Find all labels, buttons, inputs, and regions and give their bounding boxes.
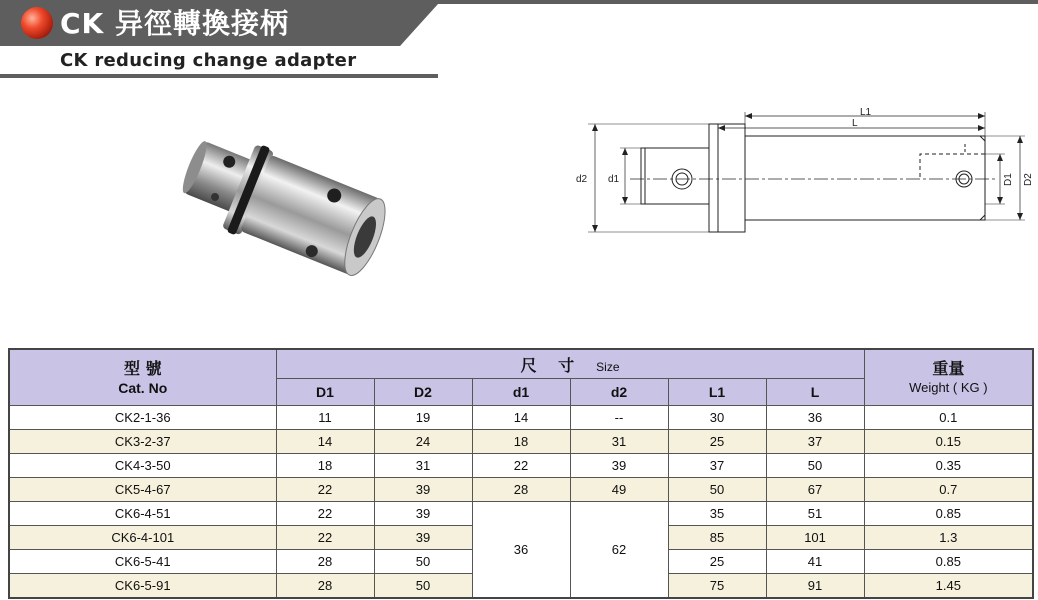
- label-d2-small: d2: [576, 174, 588, 185]
- cell-D2: 31: [374, 454, 472, 478]
- col-header-size: 尺 寸 Size: [276, 349, 864, 379]
- cell-weight: 0.7: [864, 478, 1033, 502]
- cell-d1: 28: [472, 478, 570, 502]
- col-header-L1: L1: [668, 379, 766, 406]
- cell-d2: --: [570, 406, 668, 430]
- cell-d2: 39: [570, 454, 668, 478]
- cell-D1: 14: [276, 430, 374, 454]
- col-header-D1: D1: [276, 379, 374, 406]
- cell-d2-merged: 62: [570, 502, 668, 599]
- cell-L: 51: [766, 502, 864, 526]
- product-photo: [175, 125, 390, 295]
- cell-D1: 22: [276, 502, 374, 526]
- table-row: [9, 430, 1033, 454]
- cell-cat: CK6-5-91: [9, 574, 276, 599]
- cell-cat: CK6-5-41: [9, 550, 276, 574]
- cell-cat: CK3-2-37: [9, 430, 276, 454]
- cell-weight: 0.15: [864, 430, 1033, 454]
- cell-weight: 1.3: [864, 526, 1033, 550]
- cell-L1: 37: [668, 454, 766, 478]
- cell-d1-merged: 36: [472, 502, 570, 599]
- cell-L1: 75: [668, 574, 766, 599]
- cell-L1: 85: [668, 526, 766, 550]
- cell-L: 50: [766, 454, 864, 478]
- cell-cat: CK6-4-51: [9, 502, 276, 526]
- cell-cat: CK5-4-67: [9, 478, 276, 502]
- cell-D2: 50: [374, 574, 472, 599]
- spec-table: [8, 348, 1034, 599]
- cell-weight: 1.45: [864, 574, 1033, 599]
- label-D1: D1: [1003, 173, 1014, 186]
- cell-cat: CK2-1-36: [9, 406, 276, 430]
- label-l: L: [852, 118, 858, 129]
- cell-L: 67: [766, 478, 864, 502]
- label-d1-small: d1: [608, 174, 620, 185]
- col-header-cat-no: 型 號 Cat. No: [9, 349, 276, 406]
- cell-L: 91: [766, 574, 864, 599]
- table-row: [9, 502, 1033, 526]
- col-header-d1: d1: [472, 379, 570, 406]
- cell-D1: 28: [276, 574, 374, 599]
- col-header-weight: 重量 Weight ( KG ): [864, 349, 1033, 406]
- table-row: [9, 454, 1033, 478]
- bullet-icon: [21, 7, 53, 39]
- cell-d2: 31: [570, 430, 668, 454]
- cell-D2: 24: [374, 430, 472, 454]
- page-subtitle: CK reducing change adapter: [60, 50, 357, 71]
- cell-D2: 50: [374, 550, 472, 574]
- cell-D2: 39: [374, 526, 472, 550]
- table-row: [9, 478, 1033, 502]
- col-header-D2: D2: [374, 379, 472, 406]
- cell-D1: 28: [276, 550, 374, 574]
- technical-drawing: [570, 107, 1034, 248]
- cell-d1: 14: [472, 406, 570, 430]
- cell-D1: 18: [276, 454, 374, 478]
- cell-weight: 0.85: [864, 502, 1033, 526]
- cell-cat: CK4-3-50: [9, 454, 276, 478]
- cell-L1: 25: [668, 550, 766, 574]
- cell-D2: 19: [374, 406, 472, 430]
- label-l1: L1: [860, 107, 872, 118]
- col-header-d2: d2: [570, 379, 668, 406]
- cell-d1: 18: [472, 430, 570, 454]
- cell-weight: 0.35: [864, 454, 1033, 478]
- subtitle-underline: [0, 74, 438, 78]
- cell-D1: 22: [276, 478, 374, 502]
- cell-D1: 11: [276, 406, 374, 430]
- cell-L: 36: [766, 406, 864, 430]
- cell-L1: 35: [668, 502, 766, 526]
- cell-L1: 25: [668, 430, 766, 454]
- cell-weight: 0.1: [864, 406, 1033, 430]
- cell-L: 41: [766, 550, 864, 574]
- label-D2: D2: [1023, 173, 1034, 186]
- cell-L1: 30: [668, 406, 766, 430]
- cell-L: 37: [766, 430, 864, 454]
- cell-d1: 22: [472, 454, 570, 478]
- cell-L: 101: [766, 526, 864, 550]
- cell-D2: 39: [374, 502, 472, 526]
- table-row: [9, 406, 1033, 430]
- page-title: CK 异徑轉換接柄: [60, 7, 289, 40]
- cell-D2: 39: [374, 478, 472, 502]
- cell-cat: CK6-4-101: [9, 526, 276, 550]
- col-header-L: L: [766, 379, 864, 406]
- cell-weight: 0.85: [864, 550, 1033, 574]
- cell-L1: 50: [668, 478, 766, 502]
- cell-D1: 22: [276, 526, 374, 550]
- cell-d2: 49: [570, 478, 668, 502]
